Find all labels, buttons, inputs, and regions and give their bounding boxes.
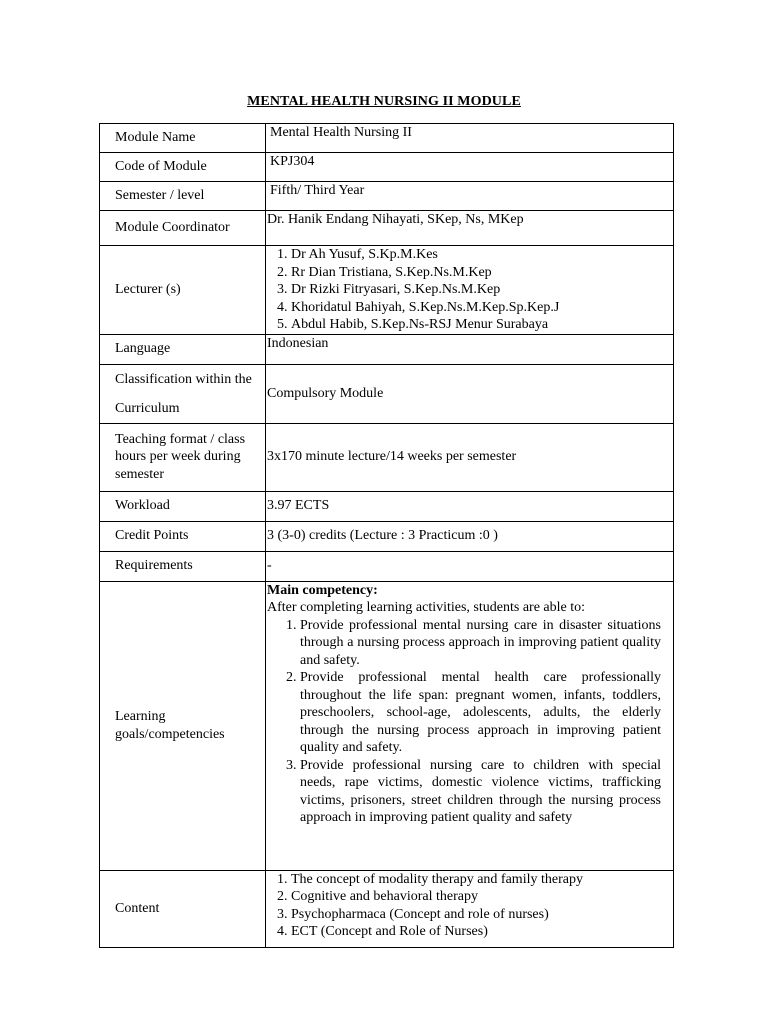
module-table [99,123,674,948]
requirements-value: - [266,551,674,581]
code-label: Code of Module [100,153,266,182]
module-name-label: Module Name [100,124,266,153]
lecturer-item: 4. Khoridatul Bahiyah, S.Kep.Ns.M.Kep.Sp.Kep.J [291,299,661,317]
semester-value: Fifth/ Third Year [266,182,674,211]
lecturer-item: 5. Abdul Habib, S.Kep.Ns-RSJ Menur Surabaya [291,316,661,334]
classification-label-line2: Curriculum [115,400,180,416]
content-item: 3. Psychopharmaca (Concept and role of nurses) [291,906,661,924]
lecturer-item: 1. Dr Ah Yusuf, S.Kp.M.Kes [291,246,661,264]
coordinator-label: Module Coordinator [100,211,266,246]
requirements-label: Requirements [100,551,266,581]
content-item: 1. The concept of modality therapy and family therapy [291,871,661,889]
classification-value: Compulsory Module [266,364,674,423]
row-credit-points [100,521,674,551]
teaching-label: Teaching format / class hours per week during semester [100,423,266,491]
goals-value [266,581,674,870]
row-coordinator [100,211,674,246]
credit-label: Credit Points [100,521,266,551]
content-value [266,870,674,947]
lecturer-list [267,246,661,334]
row-lecturer [100,246,674,335]
row-module-name [100,124,674,153]
row-semester [100,182,674,211]
lecturer-label: Lecturer (s) [100,246,266,335]
classification-label [100,364,266,423]
semester-label: Semester / level [100,182,266,211]
content-label: Content [100,870,266,947]
code-value: KPJ304 [266,153,674,182]
goals-heading: Main competency: [267,582,378,598]
row-learning-goals [100,581,674,870]
language-value: Indonesian [266,334,674,364]
goal-item: 2. Provide professional mental health care professionally throughout the life span: pregnant women, infants, toddlers, preschoolers, school-age, adolescents, adults, the elderly through the nursing process approach in improving patient quality and safety. [300,669,661,757]
row-classification [100,364,674,423]
goal-item: 3. Provide professional nursing care to children with special needs, rape victims, domestic violence victims, trafficking victims, prisoners, street children through the nursing process approach in improving patient quality and safety [300,757,661,827]
content-item: 4. ECT (Concept and Role of Nurses) [291,923,661,941]
content-list [267,871,661,941]
row-code [100,153,674,182]
goal-item: 1. Provide professional mental nursing care in disaster situations through a nursing process approach in improving patient quality and safety. [300,617,661,670]
goals-intro: After completing learning activities, students are able to: [267,600,586,615]
workload-label: Workload [100,491,266,521]
credit-value: 3 (3-0) credits (Lecture : 3 Practicum :0 ) [266,521,674,551]
row-language [100,334,674,364]
workload-value: 3.97 ECTS [266,491,674,521]
row-content [100,870,674,947]
language-label: Language [100,334,266,364]
coordinator-value: Dr. Hanik Endang Nihayati, SKep, Ns, MKep [266,211,674,246]
content-item: 2. Cognitive and behavioral therapy [291,888,661,906]
lecturer-item: 3. Dr Rizki Fitryasari, S.Kep.Ns.M.Kep [291,281,661,299]
row-requirements [100,551,674,581]
row-workload [100,491,674,521]
document-title: MENTAL HEALTH NURSING II MODULE [247,94,521,109]
goals-label: Learning goals/competencies [100,581,266,870]
lecturer-value [266,246,674,335]
teaching-value: 3x170 minute lecture/14 weeks per semester [266,423,674,491]
goals-list [267,617,661,827]
module-name-value: Mental Health Nursing II [266,124,674,153]
classification-label-line1: Classification within the [115,371,252,387]
row-teaching [100,423,674,491]
lecturer-item: 2. Rr Dian Tristiana, S.Kep.Ns.M.Kep [291,264,661,282]
